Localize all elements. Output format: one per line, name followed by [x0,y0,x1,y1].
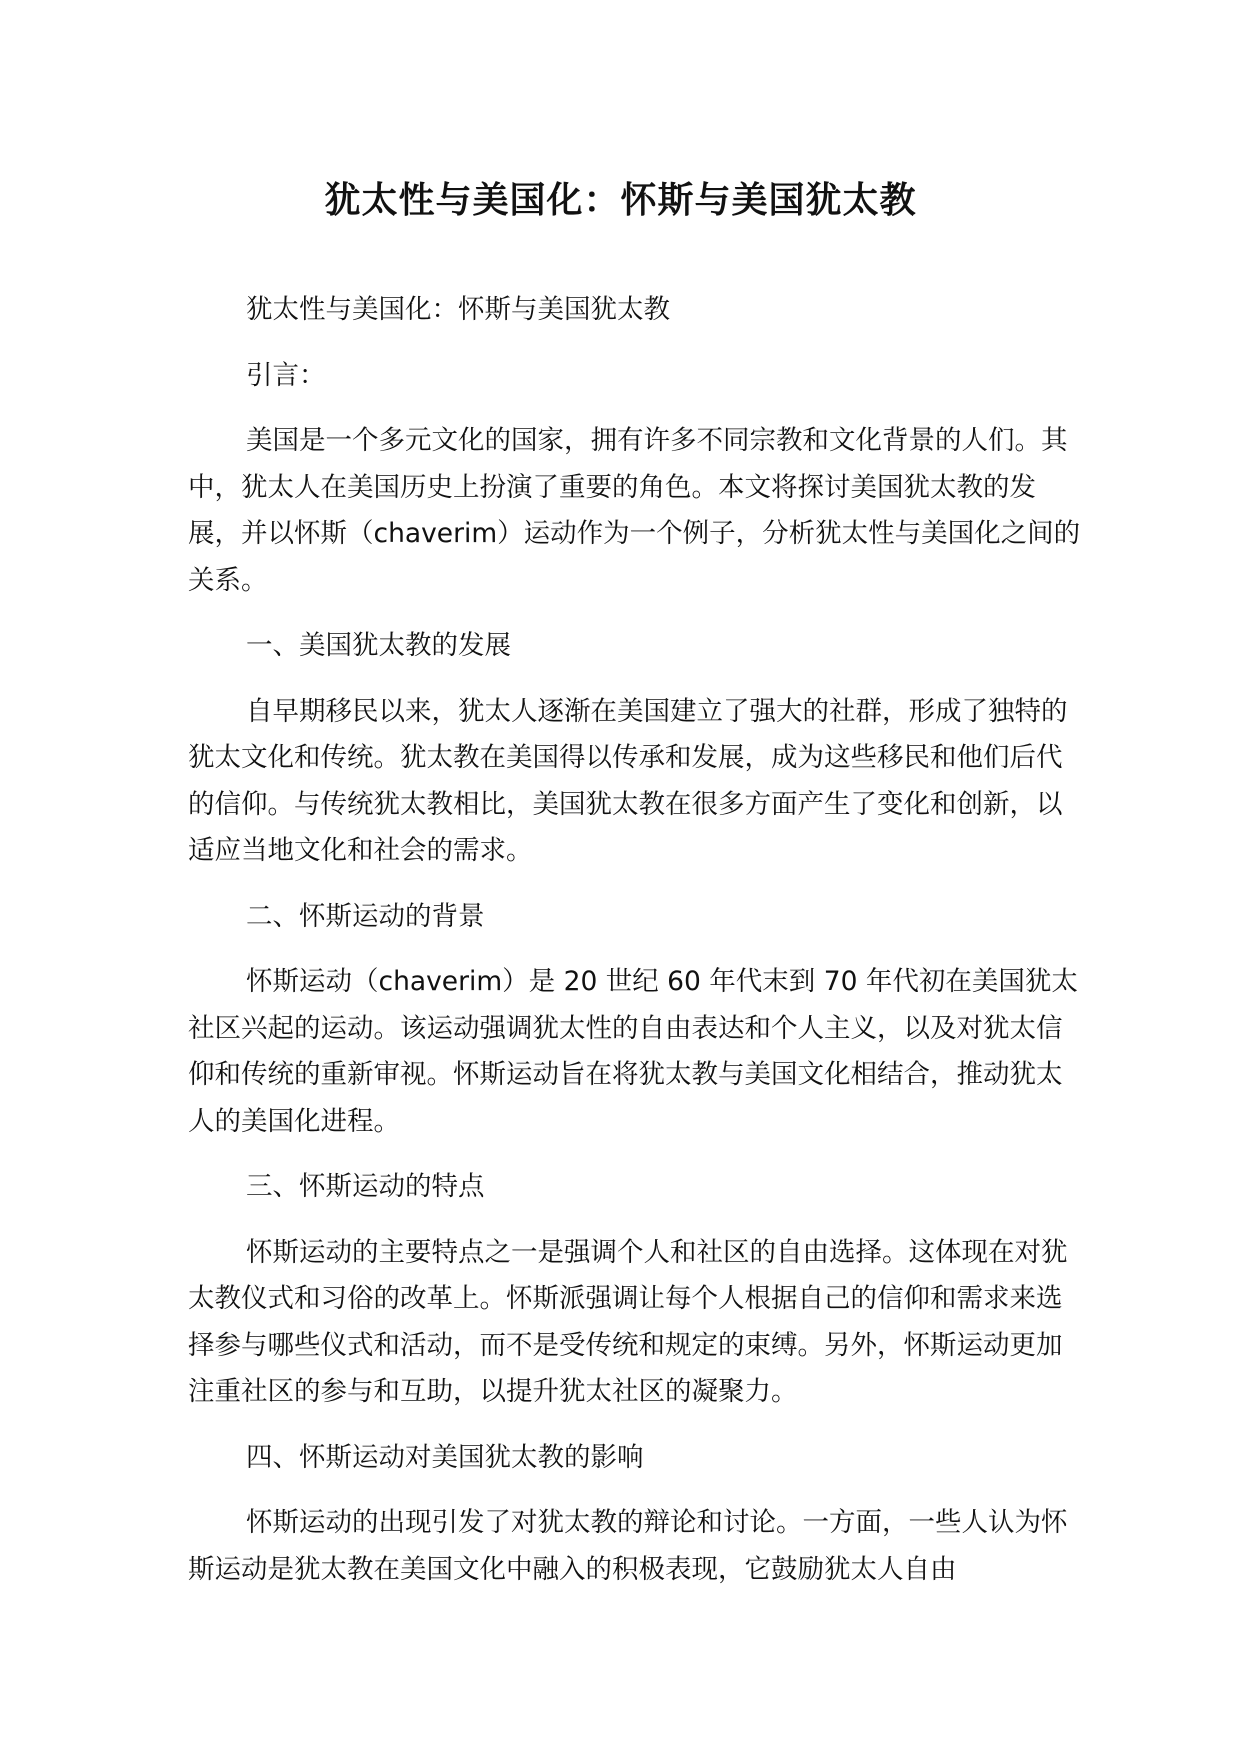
subtitle-paragraph: 犹太性与美国化：怀斯与美国犹太教 [246,294,670,325]
heading-introduction: 引言： [246,359,326,391]
body-paragraph: 怀斯运动的出现引发了对犹太教的辩论和讨论。一方面，一些人认为怀斯运动是犹太教在美国文化中融入的积极表现，它鼓励犹太人自由 [188,1507,1068,1585]
body-paragraph: 怀斯运动（chaverim）是 20 世纪 60 年代末到 70 年代初在美国犹太社区兴起的运动。该运动强调犹太性的自由表达和个人主义，以及对犹太信仰和传统的重新审视。怀斯运动旨在将犹太教与美国文化相结合，推动犹太人的美国化进程。 [188,966,1078,1137]
body-paragraph: 美国是一个多元文化的国家，拥有许多不同宗教和文化背景的人们。其中，犹太人在美国历史上扮演了重要的角色。本文将探讨美国犹太教的发展，并以怀斯（chaverim）运动作为一个例子，分析犹太性与美国化之间的关系。 [188,425,1081,596]
body-paragraph: 怀斯运动的主要特点之一是强调个人和社区的自由选择。这体现在对犹太教仪式和习俗的改革上。怀斯派强调让每个人根据自己的信仰和需求来选择参与哪些仪式和活动，而不是受传统和规定的束缚。另外，怀斯运动更加注重社区的参与和互助，以提升犹太社区的凝聚力。 [188,1236,1068,1407]
document-title: 犹太性与美国化：怀斯与美国犹太教 [324,180,917,221]
section-heading: 三、怀斯运动的特点 [246,1171,485,1202]
section-heading: 四、怀斯运动对美国犹太教的影响 [246,1441,644,1473]
body-paragraph: 自早期移民以来，犹太人逐渐在美国建立了强大的社群，形成了独特的犹太文化和传统。犹太教在美国得以传承和发展，成为这些移民和他们后代的信仰。与传统犹太教相比，美国犹太教在很多方面产生了变化和创新，以适应当地文化和社会的需求。 [188,695,1068,866]
document-body [188,287,1088,1612]
section-heading: 二、怀斯运动的背景 [246,900,485,932]
section-heading: 一、美国犹太教的发展 [246,630,511,661]
